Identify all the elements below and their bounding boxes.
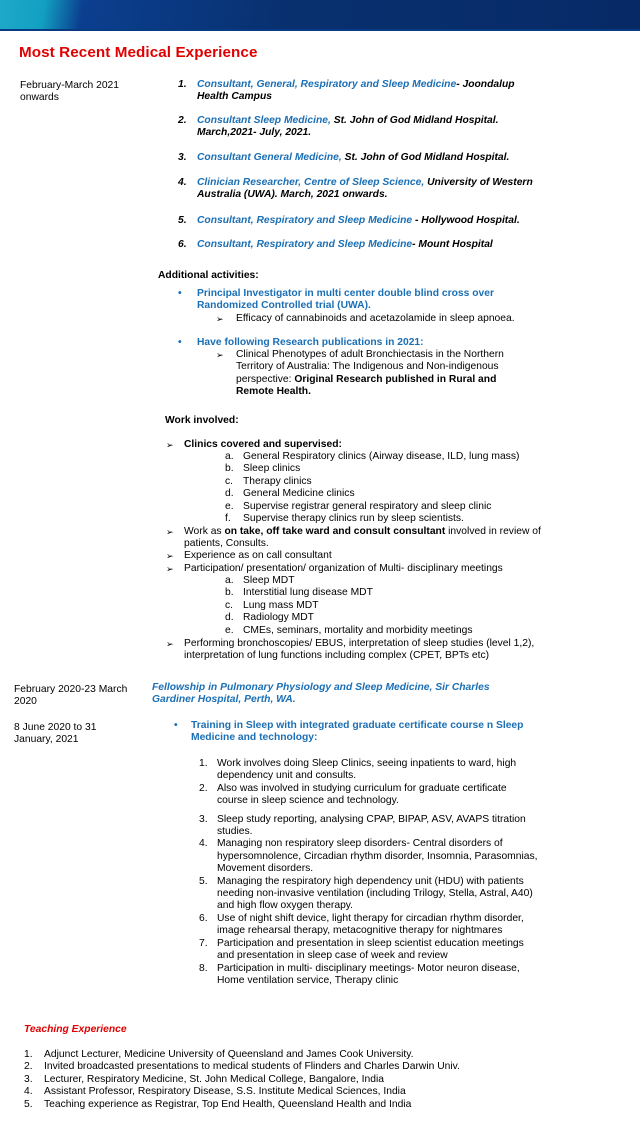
- exp3-item: [199, 876, 539, 913]
- mdt-heading: Participation/ presentation/ organization of Multi- disciplinary meetings: [184, 563, 503, 574]
- clinic-item: [225, 501, 545, 513]
- mdt-letter: d.: [225, 612, 234, 624]
- exp3-item: [199, 814, 539, 839]
- exp3-item-text: Participation and presentation in sleep scientist education meetings and presentation in sleep case of week and review: [217, 937, 524, 962]
- pub-title: Have following Research publications in 2021:: [197, 337, 424, 348]
- arrow-bullet-icon: ➢: [166, 551, 174, 561]
- exp3-date-line1: 8 June 2020 to 31: [14, 722, 97, 733]
- clinic-text: Therapy clinics: [243, 475, 312, 487]
- teaching-item-text: Assistant Professor, Respiratory Disease, S.S. Institute Medical Sciences, India: [44, 1086, 406, 1098]
- clinic-text: General Medicine clinics: [243, 488, 355, 500]
- job-place: - Mount Hospital: [412, 239, 493, 250]
- exp3-item-number: 1.: [199, 758, 208, 769]
- job-number: 4.: [178, 177, 187, 188]
- clinic-text: Supervise registrar general respiratory and sleep clinic: [243, 500, 492, 512]
- mdt-letter: c.: [225, 599, 234, 611]
- job-role: Consultant Sleep Medicine,: [197, 115, 331, 126]
- exp3-date-line2: January, 2021: [14, 734, 79, 746]
- oncall-text: Experience as on call consultant: [184, 550, 332, 561]
- exp3-item-number: 6.: [199, 912, 208, 924]
- clinic-item: [225, 513, 545, 525]
- exp3-item-text: Managing the respiratory high dependency unit (HDU) with patients needing non-invasive ventilation (including Trilogy, Stella, Astral, A40) and high flow oxygen therapy.: [217, 875, 533, 912]
- arrow-bullet-icon: ➢: [166, 639, 174, 649]
- mdt-entry: [225, 600, 545, 612]
- pi-title: Principal Investigator in multi center double blind cross over Randomized Controlled trial (UWA).: [197, 288, 494, 312]
- job-number: 2.: [178, 115, 187, 126]
- clinic-letter: e.: [225, 500, 234, 512]
- job-role: Clinician Researcher, Centre of Sleep Science,: [197, 177, 425, 188]
- job-number: 6.: [178, 239, 187, 250]
- exp3-item-text: Sleep study reporting, analysing CPAP, BIPAP, ASV, AVAPS titration studies.: [217, 813, 526, 838]
- job-number: 3.: [178, 152, 187, 163]
- job-place: St. John of God Midland Hospital. March,2021- July, 2021.: [197, 115, 499, 139]
- clinic-text: Supervise therapy clinics run by sleep scientists.: [243, 513, 464, 525]
- exp3-item-number: 2.: [199, 782, 208, 794]
- work-as-bold: on take, off take ward and consult consultant: [224, 526, 446, 537]
- mdt-entry: [225, 625, 545, 637]
- arrow-bullet-icon: ➢: [166, 564, 174, 574]
- header-banner-edge: [0, 29, 640, 31]
- job-item: [178, 115, 558, 139]
- job-place: St. John of God Midland Hospital.: [341, 152, 510, 163]
- teaching-item-number: 2.: [24, 1061, 33, 1073]
- clinic-letter: f.: [225, 513, 231, 525]
- pub-sub-item: [216, 349, 516, 399]
- work-as-text: Work as: [184, 526, 225, 537]
- job-place: - Hollywood Hospital.: [412, 215, 520, 226]
- mdt-list: [225, 575, 545, 637]
- clinics-heading: Clinics covered and supervised:: [184, 439, 342, 450]
- work-as-item: [166, 526, 546, 551]
- clinic-text: General Respiratory clinics (Airway disease, ILD, lung mass): [243, 451, 520, 462]
- exp1-date-line1: February-March 2021: [20, 80, 120, 91]
- mdt-letter: a.: [225, 575, 234, 586]
- work-involved-heading: Work involved:: [165, 415, 239, 426]
- job-item: [178, 79, 558, 103]
- job-item: [178, 239, 558, 251]
- exp3-item: [199, 838, 539, 875]
- teaching-item: [24, 1086, 604, 1098]
- exp3-item-number: 8.: [199, 962, 208, 974]
- clinic-letter: a.: [225, 451, 234, 462]
- exp3-date: [14, 722, 154, 747]
- exp3-item-number: 5.: [199, 875, 208, 887]
- exp3-item-number: 4.: [199, 838, 208, 850]
- job-place: University of Western Australia (UWA). March, 2021 onwards.: [197, 177, 533, 201]
- exp3-item: [199, 938, 539, 963]
- clinics-list: [225, 451, 545, 525]
- exp3-item-text: Work involves doing Sleep Clinics, seeing inpatients to ward, high dependency unit and consults.: [217, 758, 517, 782]
- clinic-letter: c.: [225, 475, 234, 487]
- exp3-item: [199, 913, 539, 938]
- exp1-date-line2: onwards: [20, 92, 59, 104]
- job-item: [178, 177, 558, 201]
- mdt-text: Sleep MDT: [243, 575, 295, 586]
- teaching-title: Teaching Experience: [24, 1024, 127, 1035]
- mdt-entry: [225, 587, 545, 599]
- mdt-entry: [225, 612, 545, 624]
- mdt-text: Interstitial lung disease MDT: [243, 587, 373, 599]
- exp1-date: [20, 80, 160, 105]
- teaching-item-text: Adjunct Lecturer, Medicine University of Queensland and James Cook University.: [44, 1049, 414, 1060]
- teaching-item-text: Invited broadcasted presentations to medical students of Flinders and Charles Darwin Univ.: [44, 1061, 460, 1073]
- exp3-item-text: Use of night shift device, light therapy for circadian rhythm disorder, image rehearsal therapy, metacognitive therapy for nightmares: [217, 912, 524, 937]
- clinic-text: Sleep clinics: [243, 463, 301, 475]
- arrow-bullet-icon: ➢: [166, 440, 174, 450]
- exp2-date-line1: February 2020-23 March: [14, 684, 128, 695]
- clinic-letter: b.: [225, 463, 234, 475]
- teaching-item-number: 4.: [24, 1086, 33, 1098]
- work-as-rest: involved in review of patients, Consults.: [184, 526, 541, 550]
- mdt-letter: e.: [225, 624, 234, 636]
- job-item: [178, 152, 558, 164]
- pi-sub-item: [216, 313, 546, 325]
- pi-bullet: [178, 288, 538, 313]
- exp3-list: [199, 758, 539, 987]
- exp3-item: [199, 783, 539, 808]
- exp3-title: Training in Sleep with integrated graduate certificate course n Sleep Medicine and technology:: [191, 720, 524, 744]
- teaching-item-text: Lecturer, Respiratory Medicine, St. John Medical College, Bangalore, India: [44, 1073, 384, 1085]
- job-role: Consultant, General, Respiratory and Sleep Medicine: [197, 79, 457, 90]
- mdt-letter: b.: [225, 587, 234, 599]
- teaching-item-text: Teaching experience as Registrar, Top End Health, Queensland Health and India: [44, 1098, 412, 1110]
- teaching-item: [24, 1074, 604, 1086]
- clinic-item: [225, 488, 545, 500]
- exp3-bullet: [174, 720, 534, 745]
- exp3-item-text: Also was involved in studying curriculum for graduate certificate course in sleep science and technology.: [217, 782, 507, 807]
- job-role: Consultant, Respiratory and Sleep Medicine: [197, 239, 413, 250]
- mdt-text: Radiology MDT: [243, 612, 314, 624]
- pub-sub-text: Clinical Phenotypes of adult Bronchiectasis in the Northern Territory of Australia: The Indigenous and Non-indigenous perspective:: [236, 349, 504, 385]
- broncho-text: Performing bronchoscopies/ EBUS, interpretation of sleep studies (level 1,2), interpretation of lung functions including complex (CPET, BPTs etc): [184, 638, 535, 662]
- exp3-item: [199, 963, 539, 988]
- clinics-item: [166, 439, 546, 451]
- clinic-letter: d.: [225, 488, 234, 500]
- job-item: [178, 215, 558, 227]
- exp2-title: Fellowship in Pulmonary Physiology and Sleep Medicine, Sir Charles Gardiner Hospital, Perth, WA.: [152, 682, 490, 706]
- job-place: - Joondalup Health Campus: [197, 79, 515, 103]
- exp2-date-line2: 2020: [14, 696, 37, 708]
- mdt-text: CMEs, seminars, mortality and morbidity meetings: [243, 624, 473, 636]
- exp2-date: [14, 684, 154, 709]
- job-number: 1.: [178, 79, 187, 90]
- pi-sub-text: Efficacy of cannabinoids and acetazolamide in sleep apnoea.: [236, 313, 515, 324]
- mdt-text: Lung mass MDT: [243, 599, 319, 611]
- bullet-icon: •: [174, 720, 178, 731]
- mdt-item: [166, 563, 546, 575]
- clinic-item: [225, 463, 545, 475]
- arrow-bullet-icon: ➢: [166, 527, 174, 537]
- exp3-item-number: 7.: [199, 937, 208, 949]
- arrow-bullet-icon: ➢: [216, 314, 224, 324]
- pub-bullet: [178, 337, 538, 349]
- broncho-item: [166, 638, 546, 663]
- job-role: Consultant, Respiratory and Sleep Medicine: [197, 215, 413, 226]
- teaching-item: [24, 1061, 604, 1073]
- clinic-item: [225, 476, 545, 488]
- job-role: Consultant General Medicine,: [197, 152, 342, 163]
- mdt-entry: [225, 575, 545, 587]
- exp3-item: [199, 758, 539, 783]
- oncall-item: [166, 550, 546, 562]
- bullet-icon: •: [178, 288, 182, 299]
- teaching-item-number: 5.: [24, 1098, 33, 1110]
- exp3-item-number: 3.: [199, 813, 208, 825]
- additional-activities-heading: Additional activities:: [158, 270, 259, 281]
- clinic-item: [225, 451, 545, 463]
- arrow-bullet-icon: ➢: [216, 350, 224, 360]
- job-number: 5.: [178, 215, 187, 226]
- teaching-item: [24, 1049, 604, 1061]
- teaching-item-number: 3.: [24, 1073, 33, 1085]
- header-banner: [0, 0, 640, 30]
- exp3-item-text: Participation in multi- disciplinary meetings- Motor neuron disease, Home ventilation service, Therapy clinic: [217, 962, 520, 986]
- section-title: Most Recent Medical Experience: [19, 44, 258, 61]
- teaching-list: [24, 1049, 604, 1111]
- pub-sub-bold: Original Research published in Rural and Remote Health.: [236, 373, 497, 398]
- exp3-item-text: Managing non respiratory sleep disorders- Central disorders of hypersomnolence, Circadian rhythm disorder, Insomnia, Parasomnias, Movement disorders.: [217, 838, 538, 875]
- teaching-item-number: 1.: [24, 1049, 33, 1060]
- teaching-item: [24, 1099, 604, 1111]
- bullet-icon: •: [178, 337, 182, 348]
